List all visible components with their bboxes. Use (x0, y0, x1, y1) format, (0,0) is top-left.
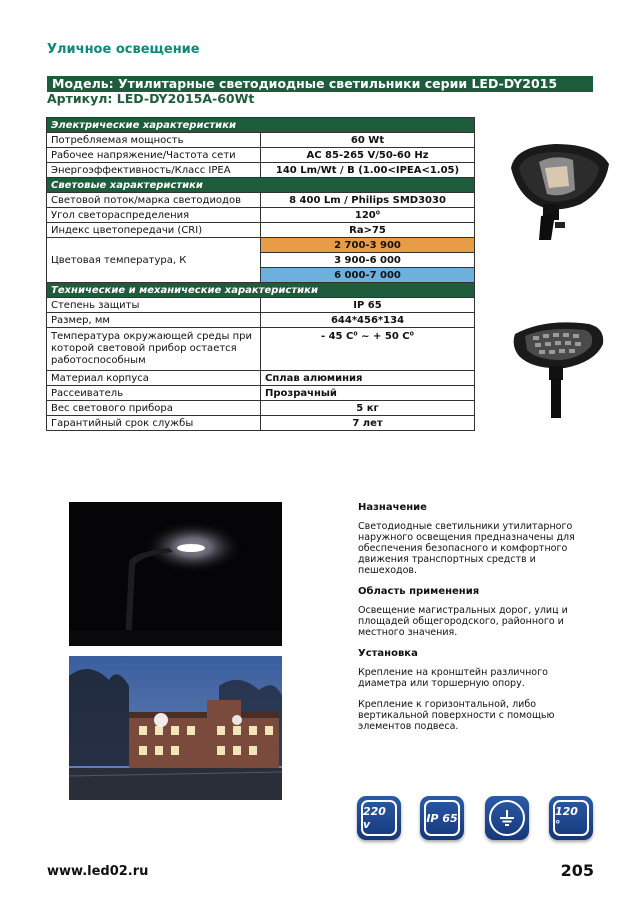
color-temp-label: Цветовая температура, К (47, 238, 261, 283)
voltage-badge (357, 796, 401, 840)
table-section-header (47, 283, 475, 298)
spec-value: 7 лет (261, 416, 475, 431)
spec-label: Световой поток/марка светодиодов (47, 193, 261, 208)
color-temp-warm: 2 700-3 900 (261, 238, 475, 253)
spec-label: Потребляемая мощность (47, 133, 261, 148)
color-temp-cool: 6 000-7 000 (261, 268, 475, 283)
table-row (47, 298, 475, 313)
table-section-header (47, 118, 475, 133)
table-row (47, 371, 475, 386)
lamp-front-image (505, 128, 615, 248)
spec-label: Размер, мм (47, 313, 261, 328)
spec-value: 140 Lm/Wt / B (1.00<IPEA<1.05) (261, 163, 475, 178)
spec-value: - 45 С⁰ ~ + 50 С⁰ (261, 328, 475, 371)
installation-text-1: Крепление на кронштейн различного диаметра или торшерную опору. (358, 667, 548, 689)
color-temp-neutral: 3 900-6 000 (261, 253, 475, 268)
table-row (47, 208, 475, 223)
table-row (47, 163, 475, 178)
spec-label: Рабочее напряжение/Частота сети (47, 148, 261, 163)
purpose-title: Назначение (358, 502, 427, 513)
table-section-header (47, 178, 475, 193)
article-number: Артикул: LED-DY2015A-60Wt (47, 91, 255, 106)
spec-value: Ra>75 (261, 223, 475, 238)
spec-label: Материал корпуса (47, 371, 261, 386)
table-row (47, 238, 475, 253)
purpose-text: Светодиодные светильники утилитарного наружного освещения предназначены для обеспечения безопасного и комфортного движения транспортных средств и пешеходов. (358, 521, 575, 576)
ground-badge (485, 796, 529, 840)
ip-badge-label: IP 65 (424, 800, 460, 836)
table-row (47, 148, 475, 163)
spec-label: Вес светового прибора (47, 401, 261, 416)
spec-value: 8 400 Lm / Philips SMD3030 (261, 193, 475, 208)
table-row (47, 133, 475, 148)
model-title: Модель: Утилитарные светодиодные светильники серии LED-DY2015 (52, 76, 558, 91)
building-dusk-photo (69, 656, 282, 800)
spec-value: 120⁰ (261, 208, 475, 223)
light-heading: Световые характеристики (47, 178, 475, 193)
spec-value: AC 85-265 V/50-60 Hz (261, 148, 475, 163)
spec-value: 644*456*134 (261, 313, 475, 328)
spec-label: Угол светораспределения (47, 208, 261, 223)
technical-heading: Технические и механические характеристики (47, 283, 475, 298)
specs-table (46, 117, 475, 431)
electrical-heading: Электрические характеристики (47, 118, 475, 133)
spec-value: 5 кг (261, 401, 475, 416)
angle-badge-label: 120 ° (553, 800, 589, 836)
ip-badge (420, 796, 464, 840)
lamp-angled-image (505, 310, 615, 422)
installation-title: Установка (358, 648, 418, 659)
spec-value: Сплав алюминия (261, 371, 475, 386)
voltage-badge-label: 220 v (361, 800, 397, 836)
footer-url[interactable]: www.led02.ru (47, 864, 149, 879)
table-row (47, 386, 475, 401)
table-row (47, 193, 475, 208)
ground-symbol-icon (497, 808, 517, 828)
table-row (47, 313, 475, 328)
spec-label: Температура окружающей среды при которой световой прибор остается работоспособным (47, 328, 261, 371)
spec-value: 60 Wt (261, 133, 475, 148)
section-title: Уличное освещение (47, 42, 200, 57)
installation-text-2: Крепление к горизонтальной, либо вертикальной поверхности с помощью элементов подвеса. (358, 699, 555, 732)
application-text: Освещение магистральных дорог, улиц и площадей общегородского, районного и местного значения. (358, 605, 568, 638)
table-row (47, 416, 475, 431)
spec-value: IP 65 (261, 298, 475, 313)
spec-label: Гарантийный срок службы (47, 416, 261, 431)
table-row (47, 328, 475, 371)
table-row (47, 223, 475, 238)
ground-icon (489, 800, 525, 836)
spec-label: Степень защиты (47, 298, 261, 313)
angle-badge (549, 796, 593, 840)
table-row (47, 401, 475, 416)
spec-label: Рассеиватель (47, 386, 261, 401)
spec-label: Энергоэффективность/Класс IPEA (47, 163, 261, 178)
page-number: 205 (560, 861, 594, 880)
description-block (358, 502, 588, 742)
spec-label: Индекс цветопередачи (CRI) (47, 223, 261, 238)
street-lamp-night-photo (69, 502, 282, 646)
application-title: Область применения (358, 586, 480, 597)
spec-value: Прозрачный (261, 386, 475, 401)
